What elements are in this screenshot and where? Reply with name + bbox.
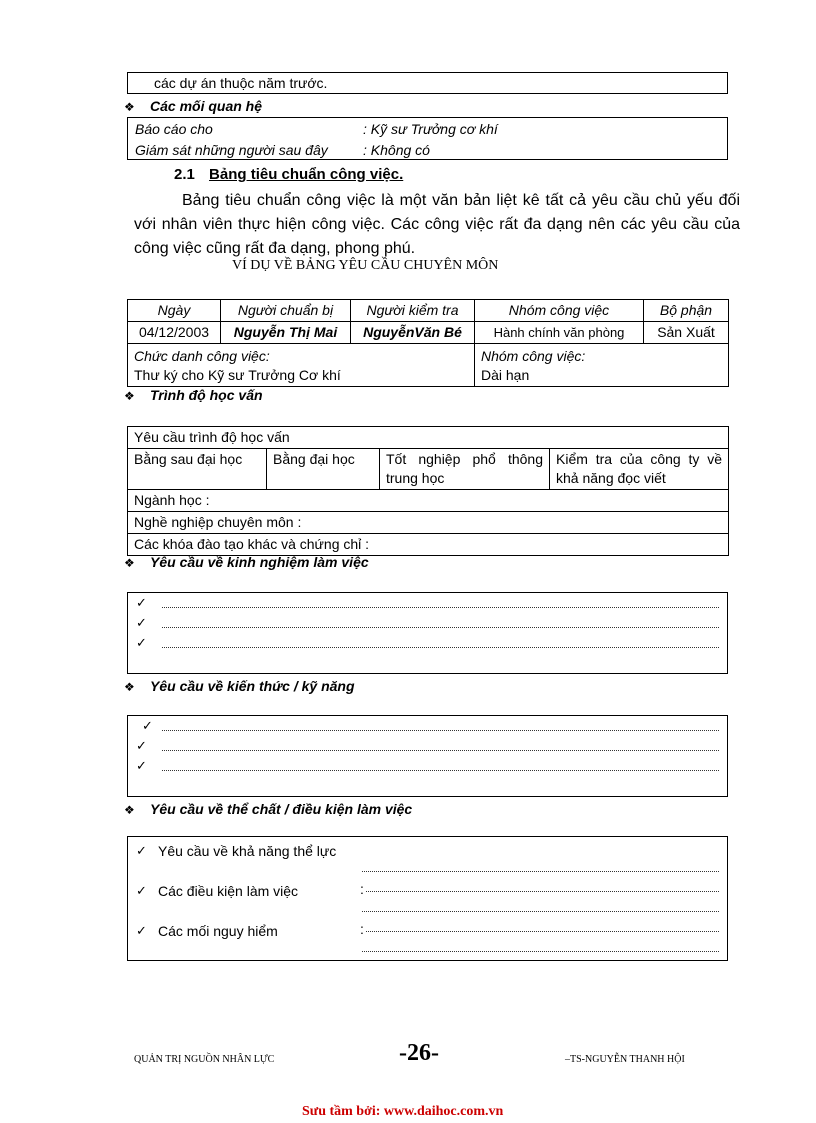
example-title: VÍ DỤ VỀ BẢNG YÊU CẦU CHUYÊN MÔN	[232, 258, 499, 273]
experience-heading-row	[124, 554, 369, 570]
dotted-line	[162, 597, 719, 608]
info-value-preparer: Nguyễn Thị Mai	[221, 322, 351, 344]
source-link[interactable]: www.daihoc.com.vn	[383, 1104, 504, 1119]
education-title: Yêu cầu trình độ học vấn	[128, 427, 729, 449]
education-row-major: Ngành học :	[128, 490, 729, 512]
info-value-checker: NguyễnVăn Bé	[351, 322, 475, 344]
diamond-bullet-icon: ❖	[124, 803, 135, 817]
dotted-line	[362, 949, 719, 952]
job-group-value: Dài hạn	[481, 367, 530, 383]
diamond-bullet-icon: ❖	[124, 389, 135, 403]
job-title-label: Chức danh công việc:	[134, 348, 270, 364]
info-value-department: Sản Xuất	[644, 322, 729, 344]
info-header-preparer: Người chuẩn bị	[221, 300, 351, 322]
diamond-bullet-icon: ❖	[124, 100, 135, 114]
check-icon: ✓	[136, 758, 147, 773]
top-box-text: các dự án thuộc năm trước.	[154, 75, 328, 91]
experience-box	[127, 592, 728, 674]
physical-item-hazards: Các mối nguy hiểm	[158, 923, 278, 939]
colon: :	[360, 881, 364, 897]
relations-box	[127, 117, 728, 160]
check-icon: ✓	[142, 718, 153, 733]
education-heading-row	[124, 387, 263, 403]
dotted-line	[162, 760, 719, 771]
info-value-group: Hành chính văn phòng	[475, 322, 644, 344]
section-number: 2.1	[174, 166, 195, 183]
dotted-line	[162, 740, 719, 751]
check-icon: ✓	[136, 883, 147, 898]
physical-item-conditions: Các điều kiện làm việc	[158, 883, 299, 899]
relation-value-1: : Kỹ sư Trưởng cơ khí	[363, 121, 498, 137]
footer-right: –TS-NGUYỄN THANH HỘI	[565, 1054, 685, 1065]
dotted-line	[162, 637, 719, 648]
check-icon: ✓	[136, 843, 147, 858]
job-title-cell	[128, 344, 475, 387]
section-paragraph: Bảng tiêu chuẩn công việc là một văn bản liệt kê tất cả yêu cầu chủ yếu đối với nhân viên thực hiện công việc. Các công việc rất đa dạng nên các yêu cầu của công việc cũng rất đa dạng, phong phú.	[134, 192, 740, 257]
dotted-line	[366, 889, 719, 892]
education-row-courses: Các khóa đào tạo khác và chứng chỉ :	[128, 534, 729, 556]
relations-heading-row	[124, 98, 262, 114]
education-col-highschool: Tốt nghiệp phổ thông trung học	[380, 449, 550, 490]
job-title-value: Thư ký cho Kỹ sư Trưởng Cơ khí	[134, 367, 341, 383]
education-col-literacy: Kiểm tra của công ty về khả năng đọc viết	[550, 449, 729, 490]
education-col-university: Bằng đại học	[267, 449, 380, 490]
job-group-label: Nhóm công việc:	[481, 348, 586, 364]
relations-heading: Các mối quan hệ	[150, 98, 263, 114]
info-header-checker: Người kiểm tra	[351, 300, 475, 322]
diamond-bullet-icon: ❖	[124, 556, 135, 570]
knowledge-heading: Yêu cầu về kiến thức / kỹ năng	[150, 678, 355, 694]
relation-value-2: : Không có	[363, 142, 430, 158]
colon: :	[360, 921, 364, 937]
physical-item-strength: Yêu cầu về khả năng thể lực	[158, 843, 337, 859]
dotted-line	[362, 869, 719, 872]
check-icon: ✓	[136, 923, 147, 938]
dotted-line	[162, 720, 719, 731]
source-line	[302, 1104, 503, 1120]
education-row-profession: Nghề nghiệp chuyên môn :	[128, 512, 729, 534]
check-icon: ✓	[136, 615, 147, 630]
dotted-line	[366, 929, 719, 932]
education-heading: Trình độ học vấn	[150, 387, 263, 403]
physical-heading: Yêu cầu về thể chất / điều kiện làm việc	[150, 801, 413, 817]
check-icon: ✓	[136, 635, 147, 650]
dotted-line	[362, 909, 719, 912]
info-header-date: Ngày	[128, 300, 221, 322]
section-title-row	[174, 166, 403, 183]
diamond-bullet-icon: ❖	[124, 680, 135, 694]
knowledge-box	[127, 715, 728, 797]
check-icon: ✓	[136, 738, 147, 753]
job-group-cell	[475, 344, 729, 387]
experience-heading: Yêu cầu về kinh nghiệm làm việc	[150, 554, 369, 570]
knowledge-heading-row	[124, 678, 355, 694]
info-value-date: 04/12/2003	[128, 322, 221, 344]
relation-label-2: Giám sát những người sau đây	[135, 142, 328, 158]
relation-label-1: Báo cáo cho	[135, 121, 213, 137]
info-table	[127, 299, 729, 387]
page-number: -26-	[399, 1040, 439, 1066]
info-header-group: Nhóm công việc	[475, 300, 644, 322]
top-box	[127, 72, 728, 94]
footer-left: QUẢN TRỊ NGUỒN NHÂN LỰC	[134, 1054, 275, 1065]
check-icon: ✓	[136, 595, 147, 610]
info-header-department: Bộ phận	[644, 300, 729, 322]
education-col-postgrad: Bằng sau đại học	[128, 449, 267, 490]
source-label: Sưu tầm bởi:	[302, 1104, 381, 1119]
physical-box	[127, 836, 728, 961]
physical-heading-row	[124, 801, 412, 817]
dotted-line	[162, 617, 719, 628]
education-table	[127, 426, 729, 556]
section-title: Bảng tiêu chuẩn công việc.	[209, 166, 404, 183]
